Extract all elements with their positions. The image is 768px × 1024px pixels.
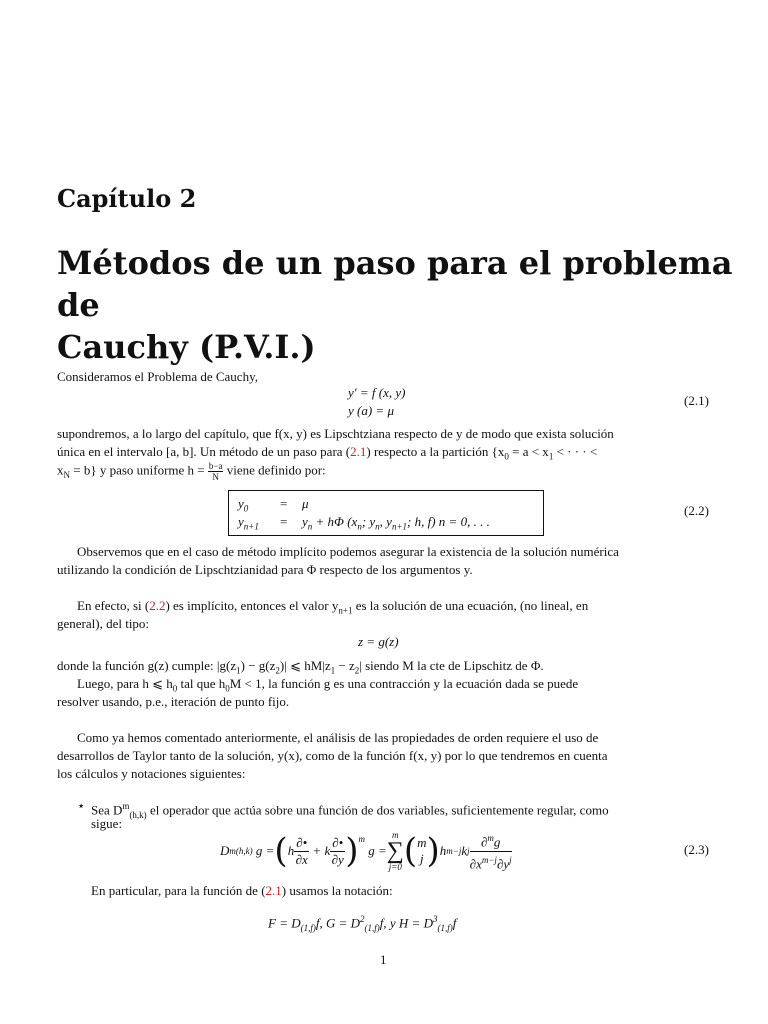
- para3-line3: donde la función g(z) cumple: $|g(z_1) - g(z_2)|$ ⩽ $hM|z_1 - z_2|$ siendo M la cte de Lipschitz de Φ.: [57, 658, 544, 676]
- chapter-title: [57, 242, 737, 368]
- para5: En particular, para la función de (2.1) usamos la notación:: [91, 883, 393, 898]
- eq22-row2: $y_{n+1}$ = $y_n + h\Phi$ ($x_n$; $y_n$, $y_{n+1}$; h, f) n = 0, . . .: [238, 514, 490, 532]
- ref-eq22[interactable]: 2.2: [149, 598, 166, 613]
- bullet-line2: sigue:: [91, 816, 123, 831]
- chapter-title-line2: Cauchy (P.V.I.): [57, 328, 316, 366]
- para3-line2: general), del tipo:: [57, 616, 150, 631]
- eq22-row1: $y_0$ = μ: [238, 496, 309, 514]
- ref-eq21-b[interactable]: 2.1: [265, 883, 282, 898]
- para1-line2: única en el intervalo [a, b]. Un método de un paso para (2.1) respecto a la partición {$x_0 = a < x_1$ < · · · <: [57, 444, 598, 462]
- eq21-row1: y′ = f (x, y): [348, 385, 406, 400]
- chapter-label: Capítulo 2: [57, 184, 197, 213]
- para2-line1: Observemos que en el caso de método implícito podemos asegurar la existencia de la solución numérica: [77, 544, 619, 559]
- page-number: 1: [380, 952, 387, 967]
- para4-line1: Como ya hemos comentado anteriormente, el análisis de las propiedades de orden requiere el uso de: [77, 730, 599, 745]
- para3-line4: Luego, para h ⩽ $h_0$ tal que $h_0M < 1$, la función g es una contracción y la ecuación dada se puede: [77, 676, 579, 694]
- bullet-line1: Sea $D^m_{(h,k)}$ el operador que actúa sobre una función de dos variables, suficientemente regular, como: [91, 801, 609, 820]
- eq21-number: (2.1): [684, 393, 709, 408]
- ref-eq21[interactable]: 2.1: [350, 444, 367, 459]
- para4-line2: desarrollos de Taylor tanto de la solución, y(x), como de la función f(x, y) por lo que tendremos en cuenta: [57, 748, 608, 763]
- eq22-number: (2.2): [684, 503, 709, 518]
- notation-equation: $F = D_{(1,f)}f$, $G = D^2_{(1,f)}f$, y $H = D^3_{(1,f)}f$: [268, 914, 457, 933]
- para2-line2: utilizando la condición de Lipschtzianidad para Φ respecto de los argumentos y.: [57, 562, 473, 577]
- eq23: D m (h,k) g = ( h ∂• ∂x + k ∂• ∂y ) $^m$ g = m ∑ j=0 ( m j ) h m−j k j ∂$^m$g $\partial x^{m-j}\partial y^j$: [220, 830, 512, 872]
- para3-line1: En efecto, si (2.2) es implícito, entonces el valor $y_{n+1}$ es la solución de una ecuación, (no lineal, en: [77, 598, 589, 616]
- para4-line3: los cálculos y notaciones siguientes:: [57, 766, 246, 781]
- eq21-row2: y (a) = μ: [348, 403, 394, 418]
- fixed-point-equation: z = g(z): [358, 634, 399, 649]
- eq23-number: (2.3): [684, 842, 709, 857]
- para1-line1: supondremos, a lo largo del capítulo, que f(x, y) es Lipschtziana respecto de y de modo que exista solución: [57, 426, 614, 441]
- bullet-star: ⋆: [77, 798, 86, 813]
- intro-text: Consideramos el Problema de Cauchy,: [57, 369, 258, 384]
- para3-line5: resolver usando, p.e., iteración de punto fijo.: [57, 694, 290, 709]
- para1-line3: $x_N = b$} y paso uniforme h = $\frac{b-a}{N}$ viene definido por:: [57, 461, 326, 482]
- step-fraction: $\frac{b-a}{N}$: [208, 461, 223, 482]
- chapter-title-line1: Métodos de un paso para el problema de: [57, 244, 733, 324]
